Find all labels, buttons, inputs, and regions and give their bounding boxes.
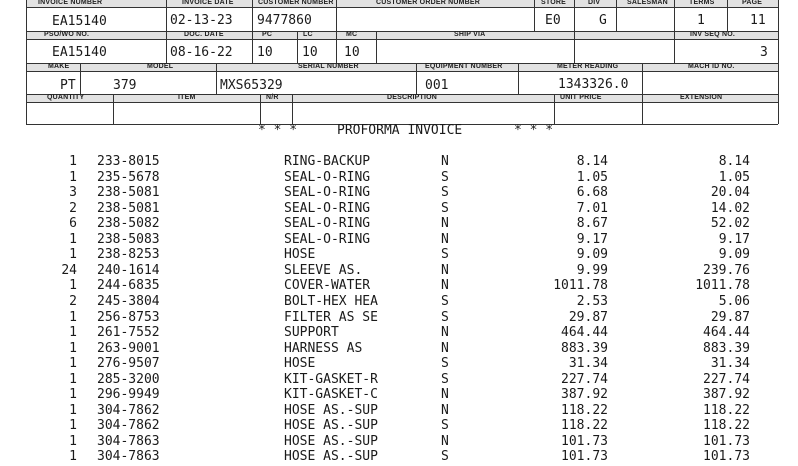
line-extension: 239.76	[703, 262, 750, 278]
line-nr-code: N	[441, 154, 449, 169]
rule	[26, 39, 778, 40]
line-nr-code: S	[441, 309, 449, 325]
label-equipment-number: EQUIPMENT NUMBER	[425, 63, 503, 70]
line-unit-price: 387.92	[561, 387, 608, 403]
table-row	[0, 216, 798, 231]
col-unit-price: UNIT PRICE	[560, 94, 602, 101]
label-terms: TERMS	[689, 0, 715, 6]
line-item-number: 238-8253	[97, 247, 160, 263]
line-extension: 9.17	[718, 231, 750, 247]
line-quantity: 24	[61, 262, 77, 278]
line-extension: 464.44	[703, 325, 750, 341]
label-page: PAGE	[742, 0, 763, 6]
line-unit-price: 7.01	[576, 200, 608, 216]
table-row	[0, 247, 798, 262]
line-extension: 118.22	[703, 418, 750, 434]
rule	[113, 94, 114, 124]
line-quantity: 2	[69, 293, 77, 309]
table-row	[0, 310, 798, 325]
table-row	[0, 341, 798, 356]
line-description: COVER-WATER	[284, 278, 371, 294]
label-customer-number: CUSTOMER NUMBER	[258, 0, 334, 6]
line-extension: 20.04	[710, 185, 750, 201]
title-stars-left: * * *	[258, 123, 298, 138]
rule	[534, 0, 535, 31]
line-extension: 29.87	[710, 309, 750, 325]
invoice-number-value: EA15140	[52, 14, 107, 29]
line-nr-code: N	[441, 325, 449, 341]
label-pso-wo-no: PSO/WO NO.	[44, 31, 90, 38]
line-unit-price: 118.22	[561, 418, 608, 434]
rule	[727, 0, 728, 31]
line-nr-code: S	[441, 200, 449, 216]
rule	[26, 63, 778, 64]
label-ship-via: SHIP VIA	[454, 31, 486, 38]
doc-date-value: 08-16-22	[170, 45, 233, 60]
line-unit-price: 9.99	[576, 262, 608, 278]
line-quantity: 1	[69, 247, 77, 263]
table-row	[0, 356, 798, 371]
line-unit-price: 227.74	[561, 371, 608, 387]
line-item-number: 240-1614	[97, 262, 160, 278]
line-unit-price: 1.05	[576, 169, 608, 185]
table-row	[0, 449, 798, 464]
rule	[166, 0, 167, 31]
title-text: PROFORMA INVOICE	[337, 123, 463, 138]
line-extension: 9.09	[718, 247, 750, 263]
row2-label-band	[26, 31, 778, 39]
rule	[336, 0, 337, 31]
line-item-number: 304-7863	[97, 433, 160, 449]
line-item-number: 238-5081	[97, 185, 160, 201]
rule	[674, 0, 675, 31]
line-nr-code: S	[441, 293, 449, 309]
line-unit-price: 883.39	[561, 340, 608, 356]
line-nr-code: N	[441, 262, 449, 278]
label-div: DIV	[588, 0, 601, 6]
rule	[574, 31, 575, 63]
rule	[297, 31, 298, 63]
label-store: STORE	[541, 0, 566, 6]
line-description: RING-BACKUP	[284, 154, 371, 169]
line-item-number: 235-5678	[97, 169, 160, 185]
line-extension: 1011.78	[695, 278, 750, 294]
pc-value: 10	[257, 45, 273, 60]
table-row	[0, 185, 798, 200]
line-unit-price: 101.73	[561, 449, 608, 465]
div-value: G	[599, 13, 607, 28]
terms-value: 1	[697, 13, 705, 28]
invoice-date-value: 02-13-23	[170, 13, 233, 28]
col-extension: EXTENSION	[680, 94, 723, 101]
line-description: KIT-GASKET-C	[284, 387, 378, 403]
line-extension: 387.92	[703, 387, 750, 403]
meter-reading-value: 1343326.0	[558, 77, 629, 92]
line-item-number: 304-7863	[97, 449, 160, 465]
line-item-number: 285-3200	[97, 371, 160, 387]
line-description: SEAL-O-RING	[284, 185, 371, 201]
line-quantity: 1	[69, 418, 77, 434]
line-extension: 118.22	[703, 402, 750, 418]
line-nr-code: S	[441, 169, 449, 185]
rule	[26, 71, 778, 72]
label-serial-number: SERIAL NUMBER	[298, 63, 359, 70]
line-quantity: 1	[69, 340, 77, 356]
line-description: HOSE AS.-SUP	[284, 433, 378, 449]
label-salesman: SALESMAN	[627, 0, 668, 6]
line-item-number: 261-7552	[97, 325, 160, 341]
line-quantity: 1	[69, 402, 77, 418]
label-meter-reading: METER READING	[557, 63, 619, 70]
line-unit-price: 9.17	[576, 231, 608, 247]
title-stars-right: * * *	[514, 123, 554, 138]
line-nr-code: N	[441, 278, 449, 294]
rule	[642, 63, 643, 94]
line-description: HOSE	[284, 356, 316, 372]
line-quantity: 1	[69, 154, 77, 169]
label-mc: MC	[346, 31, 358, 38]
line-unit-price: 464.44	[561, 325, 608, 341]
label-pc: PC	[262, 31, 273, 38]
line-item-number: 263-9001	[97, 340, 160, 356]
line-unit-price: 118.22	[561, 402, 608, 418]
rule	[80, 63, 81, 94]
label-invoice-date: INVOICE DATE	[182, 0, 234, 6]
rule	[26, 0, 27, 124]
table-row	[0, 232, 798, 247]
line-nr-code: S	[441, 371, 449, 387]
line-item-number: 238-5081	[97, 200, 160, 216]
line-unit-price: 8.14	[576, 154, 608, 169]
line-nr-code: N	[441, 231, 449, 247]
line-unit-price: 2.53	[576, 293, 608, 309]
pso-wo-no-value: EA15140	[52, 45, 107, 60]
label-mach-id-no: MACH ID NO.	[688, 63, 735, 70]
line-nr-code: S	[441, 185, 449, 201]
line-description: SEAL-O-RING	[284, 200, 371, 216]
line-unit-price: 31.34	[568, 356, 608, 372]
line-description: HOSE	[284, 247, 316, 263]
line-item-number: 256-8753	[97, 309, 160, 325]
rule	[252, 31, 253, 63]
page-value: 11	[750, 13, 766, 28]
table-row	[0, 418, 798, 433]
line-quantity: 6	[69, 216, 77, 232]
line-extension: 883.39	[703, 340, 750, 356]
line-description: SEAL-O-RING	[284, 169, 371, 185]
lc-value: 10	[302, 45, 318, 60]
rule	[26, 102, 778, 103]
table-row	[0, 170, 798, 185]
line-nr-code: N	[441, 340, 449, 356]
line-item-number: 238-5083	[97, 231, 160, 247]
line-quantity: 1	[69, 325, 77, 341]
table-row	[0, 263, 798, 278]
rule	[518, 63, 519, 94]
rule	[376, 31, 377, 63]
line-extension: 101.73	[703, 449, 750, 465]
rule	[554, 94, 555, 124]
mc-value: 10	[344, 45, 360, 60]
line-description: FILTER AS SE	[284, 309, 378, 325]
rule	[416, 63, 417, 94]
line-nr-code: S	[441, 418, 449, 434]
line-description: KIT-GASKET-R	[284, 371, 378, 387]
col-nr: N/R	[266, 94, 279, 101]
proforma-title	[0, 123, 798, 138]
table-row	[0, 372, 798, 387]
line-extension: 1.05	[718, 169, 750, 185]
line-unit-price: 1011.78	[553, 278, 608, 294]
line-item-number: 304-7862	[97, 418, 160, 434]
rule	[778, 0, 779, 124]
rule	[252, 0, 253, 31]
line-nr-code: N	[441, 402, 449, 418]
line-description: HOSE AS.-SUP	[284, 402, 378, 418]
label-model: MODEL	[147, 63, 174, 70]
line-quantity: 1	[69, 356, 77, 372]
line-quantity: 1	[69, 371, 77, 387]
rule	[260, 94, 261, 124]
row3-label-band	[26, 63, 778, 71]
line-quantity: 2	[69, 200, 77, 216]
line-nr-code: S	[441, 356, 449, 372]
label-make: MAKE	[48, 63, 70, 70]
table-row	[0, 201, 798, 216]
line-description: SUPPORT	[284, 325, 339, 341]
line-nr-code: N	[441, 433, 449, 449]
line-unit-price: 6.68	[576, 185, 608, 201]
line-extension: 5.06	[718, 293, 750, 309]
line-item-number: 238-5082	[97, 216, 160, 232]
rule	[616, 0, 617, 31]
col-quantity: QUANTITY	[47, 94, 85, 101]
table-row	[0, 325, 798, 340]
line-quantity: 1	[69, 387, 77, 403]
line-item-number: 245-3804	[97, 293, 160, 309]
equipment-number-value: 001	[425, 78, 449, 93]
customer-number-value: 9477860	[257, 13, 312, 28]
label-customer-order-number: CUSTOMER ORDER NUMBER	[376, 0, 481, 6]
line-description: SLEEVE AS.	[284, 262, 363, 278]
line-extension: 101.73	[703, 433, 750, 449]
label-inv-seq-no: INV SEQ NO.	[690, 31, 735, 38]
col-description: DESCRIPTION	[387, 94, 438, 101]
model-value: 379	[113, 78, 137, 93]
rule	[26, 31, 778, 32]
line-nr-code: N	[441, 216, 449, 232]
line-extension: 31.34	[710, 356, 750, 372]
rule	[642, 94, 643, 124]
line-extension: 52.02	[710, 216, 750, 232]
line-nr-code: S	[441, 247, 449, 263]
line-extension: 227.74	[703, 371, 750, 387]
line-description: HARNESS AS	[284, 340, 363, 356]
line-quantity: 1	[69, 169, 77, 185]
make-value: PT	[60, 78, 76, 93]
line-quantity: 1	[69, 278, 77, 294]
inv-seq-no-value: 3	[760, 45, 768, 60]
line-item-number: 244-6835	[97, 278, 160, 294]
col-item: ITEM	[178, 94, 196, 101]
table-row	[0, 278, 798, 293]
table-row	[0, 434, 798, 449]
table-row	[0, 154, 798, 169]
line-description: HOSE AS.-SUP	[284, 449, 378, 465]
line-unit-price: 101.73	[561, 433, 608, 449]
rule	[574, 0, 575, 31]
store-value: E0	[545, 13, 561, 28]
line-description: SEAL-O-RING	[284, 231, 371, 247]
rule	[292, 94, 293, 124]
line-quantity: 1	[69, 309, 77, 325]
line-item-number: 233-8015	[97, 154, 160, 169]
serial-number-value: MXS65329	[220, 78, 283, 93]
line-item-number: 296-9949	[97, 387, 160, 403]
line-description: BOLT-HEX HEA	[284, 293, 378, 309]
line-quantity: 1	[69, 433, 77, 449]
rule	[26, 7, 778, 8]
rule	[166, 31, 167, 63]
line-nr-code: N	[441, 387, 449, 403]
line-unit-price: 29.87	[568, 309, 608, 325]
label-invoice-number: INVOICE NUMBER	[38, 0, 103, 6]
line-extension: 8.14	[718, 154, 750, 169]
line-nr-code: S	[441, 449, 449, 465]
line-unit-price: 8.67	[576, 216, 608, 232]
label-doc-date: DOC. DATE	[184, 31, 224, 38]
line-quantity: 1	[69, 449, 77, 465]
rule	[674, 31, 675, 63]
line-unit-price: 9.09	[576, 247, 608, 263]
label-lc: LC	[303, 31, 313, 38]
line-quantity: 3	[69, 185, 77, 201]
table-row	[0, 403, 798, 418]
line-description: HOSE AS.-SUP	[284, 418, 378, 434]
table-row	[0, 294, 798, 309]
line-item-number: 276-9507	[97, 356, 160, 372]
line-extension: 14.02	[710, 200, 750, 216]
line-description: SEAL-O-RING	[284, 216, 371, 232]
rule	[216, 63, 217, 94]
table-row	[0, 387, 798, 402]
line-quantity: 1	[69, 231, 77, 247]
rule	[336, 31, 337, 63]
line-item-number: 304-7862	[97, 402, 160, 418]
